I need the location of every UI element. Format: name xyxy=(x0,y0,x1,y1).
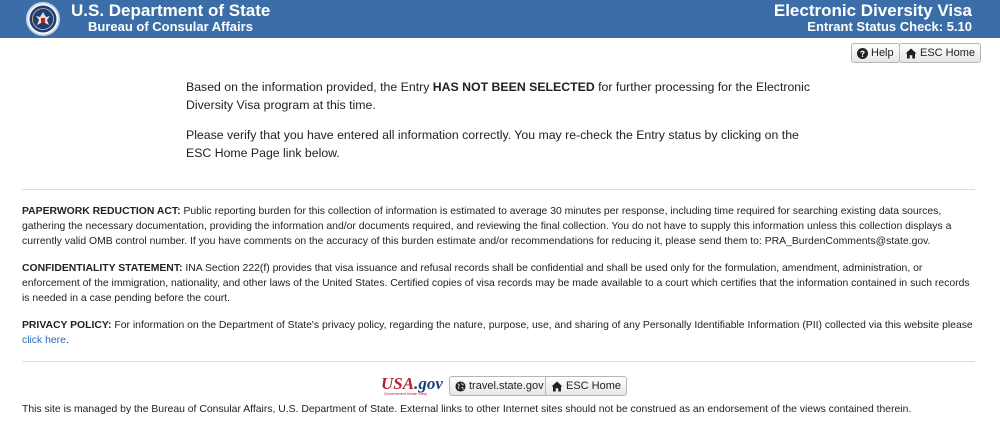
question-circle-icon xyxy=(857,48,868,59)
usagov-logo-link[interactable] xyxy=(377,374,443,398)
confidentiality-statement xyxy=(22,261,977,306)
footer-esc-home-button[interactable] xyxy=(545,376,627,396)
usagov-logo: USA.gov xyxy=(381,374,443,393)
site-managed-note: This site is managed by the Bureau of Consular Affairs, U.S. Department of State. External links to other Internet sites should not be construed as an endorsement of the views contained therein. xyxy=(22,404,912,415)
paperwork-title: PAPERWORK REDUCTION ACT: xyxy=(22,206,181,217)
privacy-title: PRIVACY POLICY: xyxy=(22,320,112,331)
result-status: HAS NOT BEEN SELECTED xyxy=(432,80,595,94)
recheck-message: Please verify that you have entered all information correctly. You may re-check the Entry status by clicking on the ESC Home Page link below. xyxy=(186,128,799,160)
site-header xyxy=(0,0,1000,38)
result-text-suffix: for further processing for the Electronic Diversity Visa program at this time. xyxy=(186,80,811,112)
department-seal-icon xyxy=(26,2,60,36)
confidentiality-text: INA Section 222(f) provides that visa issuance and refusal records shall be confidential and shall be used only for the formulation, amendment, administration, or enforcement of the immigration, nationality, and other laws of the United States. Certified copies of visa records may be made available to a court which certifies that the information contained in such records is needed in a case pending before the court. xyxy=(22,263,970,304)
department-title: U.S. Department of State xyxy=(71,1,271,20)
divider xyxy=(22,189,975,190)
privacy-end: . xyxy=(65,335,69,346)
app-title: Electronic Diversity Visa xyxy=(773,1,972,20)
esc-home-button-label: ESC Home xyxy=(920,47,976,59)
home-icon xyxy=(905,48,917,59)
travel-state-gov-button[interactable] xyxy=(449,376,550,396)
privacy-policy xyxy=(22,318,977,348)
help-button-label: Help xyxy=(871,47,894,59)
selection-result-message xyxy=(186,79,816,114)
travel-state-gov-label: travel.state.gov xyxy=(469,380,544,392)
privacy-text: For information on the Department of State's privacy policy, regarding the nature, purpose, use, and sharing of any Personally Identifiable Information (PII) collected via this website please xyxy=(111,320,973,331)
paperwork-reduction-act xyxy=(22,204,977,249)
result-text-prefix: Based on the information provided, the Entry xyxy=(186,80,433,94)
globe-icon xyxy=(455,381,466,392)
app-subtitle: Entrant Status Check: 5.10 xyxy=(807,19,972,34)
home-icon xyxy=(551,381,563,392)
bureau-subtitle: Bureau of Consular Affairs xyxy=(88,19,253,34)
esc-home-button[interactable] xyxy=(899,43,981,63)
help-button[interactable] xyxy=(851,43,900,63)
confidentiality-title: CONFIDENTIALITY STATEMENT: xyxy=(22,263,183,274)
usagov-tagline: Government Made Easy xyxy=(384,391,428,396)
paperwork-text: Public reporting burden for this collection of information is estimated to average 30 minutes per response, including time required for searching existing data sources, gathering the necessary documentation, providing the information and/or documents required, and reviewing the final collection. You do not have to supply this information unless this collection displays a currently valid OMB control number. If you have comments on the accuracy of this burden estimate and/or recommendations for reducing it, please send them to: PRA_BurdenComments@state.gov. xyxy=(22,206,952,247)
privacy-click-here-link[interactable]: click here xyxy=(22,335,66,346)
footer-esc-home-label: ESC Home xyxy=(566,380,622,392)
divider xyxy=(22,361,975,362)
